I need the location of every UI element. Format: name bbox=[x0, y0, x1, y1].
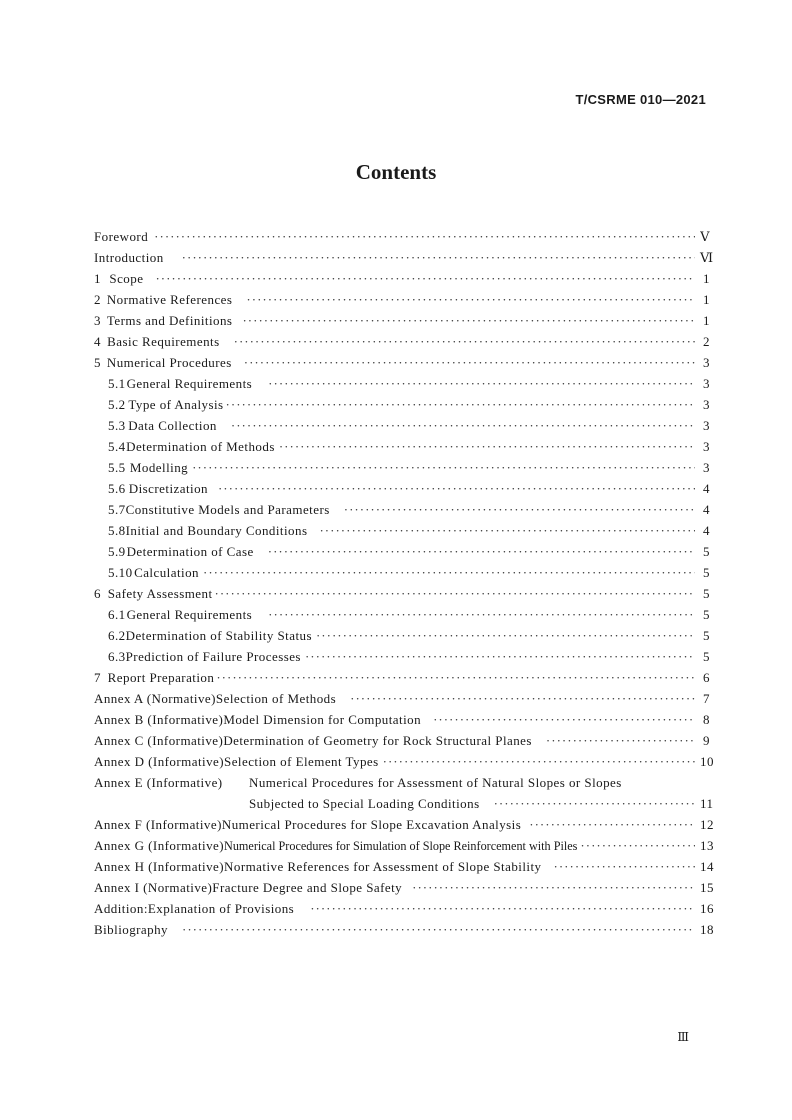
toc-entry-addition[interactable] bbox=[94, 898, 714, 919]
toc-entry-title: Initial and Boundary Conditions bbox=[125, 523, 308, 538]
toc-entry-page: 3 bbox=[703, 355, 710, 370]
toc-entry-annex-e[interactable] bbox=[94, 772, 710, 793]
dot-leader bbox=[182, 247, 695, 268]
page-number: Ⅲ bbox=[677, 1030, 689, 1044]
toc-entry-page: 5 bbox=[703, 649, 710, 664]
toc-entry-title: Normative References bbox=[106, 292, 233, 307]
toc-entry-title: Discretization bbox=[128, 481, 208, 496]
toc-entry-title: Determination of Methods bbox=[126, 439, 275, 454]
dot-leader bbox=[234, 331, 695, 352]
toc-entry-page: 5 bbox=[703, 544, 710, 559]
toc-entry-bibliography[interactable] bbox=[94, 919, 714, 940]
toc-entry-6-2[interactable] bbox=[94, 625, 710, 646]
toc-entry-7[interactable] bbox=[94, 667, 710, 688]
toc-entry-title: Prediction of Failure Processes bbox=[125, 649, 301, 664]
toc-entry-title: Numerical Procedures bbox=[106, 355, 232, 370]
toc-entry-5[interactable] bbox=[94, 352, 710, 373]
toc-entry-page: 2 bbox=[703, 334, 710, 349]
toc-entry-number: 5 bbox=[94, 355, 101, 370]
toc-entry-number: Annex G (Informative) bbox=[94, 838, 225, 853]
toc-entry-page: 4 bbox=[703, 523, 710, 538]
toc-entry-title: Scope bbox=[109, 271, 144, 286]
toc-entry-title: Data Collection bbox=[128, 418, 217, 433]
dot-leader bbox=[246, 289, 695, 310]
dot-leader bbox=[182, 919, 695, 940]
toc-entry-page: 10 bbox=[700, 754, 714, 769]
toc-entry-title: Terms and Definitions bbox=[106, 313, 233, 328]
toc-entry-number: Annex C (Informative) bbox=[94, 733, 224, 748]
toc-entry-title: Modelling bbox=[129, 460, 189, 475]
toc-entry-page: 5 bbox=[703, 607, 710, 622]
toc-entry-page: 14 bbox=[700, 859, 714, 874]
toc-entry-number: 1 bbox=[94, 271, 101, 286]
table-of-contents bbox=[94, 226, 714, 940]
dot-leader bbox=[215, 583, 695, 604]
toc-entry-number: 2 bbox=[94, 292, 101, 307]
document-code: T/CSRME 010—2021 bbox=[575, 92, 706, 107]
toc-entry-6[interactable] bbox=[94, 583, 710, 604]
toc-entry-5-6[interactable] bbox=[94, 478, 710, 499]
dot-leader bbox=[316, 625, 695, 646]
dot-leader bbox=[154, 226, 695, 247]
toc-entry-page: 12 bbox=[700, 817, 714, 832]
toc-entry-number: 7 bbox=[94, 670, 101, 685]
toc-entry-page: 8 bbox=[703, 712, 710, 727]
toc-entry-title: General Requirements bbox=[126, 607, 253, 622]
dot-leader bbox=[350, 688, 695, 709]
toc-entry-page: 1 bbox=[703, 271, 710, 286]
toc-entry-page: Ⅴ bbox=[700, 229, 710, 244]
toc-entry-page: 5 bbox=[703, 586, 710, 601]
dot-leader bbox=[305, 646, 695, 667]
dot-leader bbox=[529, 814, 695, 835]
toc-entry-number: 5.4 bbox=[108, 439, 126, 454]
toc-entry-number: 6.3 bbox=[108, 649, 126, 664]
toc-entry-title: Determination of Geometry for Rock Structural Planes bbox=[223, 733, 532, 748]
toc-entry-annex-h[interactable] bbox=[94, 856, 714, 877]
toc-entry-page: 1 bbox=[703, 292, 710, 307]
toc-entry-5-4[interactable] bbox=[94, 436, 710, 457]
toc-entry-title: Addition:Explanation of Provisions bbox=[94, 901, 295, 916]
toc-entry-page: 5 bbox=[703, 565, 710, 580]
dot-leader bbox=[412, 877, 695, 898]
toc-entry-title: Numerical Procedures for Slope Excavation Analysis bbox=[221, 817, 522, 832]
toc-entry-title: Normative References for Assessment of Slope Stability bbox=[224, 859, 542, 874]
dot-leader bbox=[268, 373, 695, 394]
toc-entry-5-7[interactable] bbox=[94, 499, 710, 520]
toc-entry-number: Annex D (Informative) bbox=[94, 754, 225, 769]
toc-entry-5-9[interactable] bbox=[94, 541, 710, 562]
toc-entry-number: 6.1 bbox=[108, 607, 126, 622]
toc-entry-title: Type of Analysis bbox=[128, 397, 224, 412]
toc-entry-page: 13 bbox=[700, 838, 714, 853]
toc-entry-page: 7 bbox=[703, 691, 710, 706]
toc-entry-title: Bibliography bbox=[94, 922, 169, 937]
toc-entry-annex-g[interactable] bbox=[94, 835, 714, 856]
toc-entry-1[interactable] bbox=[94, 268, 710, 289]
toc-entry-number: Annex I (Normative) bbox=[94, 880, 213, 895]
dot-leader bbox=[344, 499, 695, 520]
toc-entry-page: 5 bbox=[703, 628, 710, 643]
toc-entry-title: Safety Assessment bbox=[107, 586, 213, 601]
toc-entry-number: 6.2 bbox=[108, 628, 126, 643]
dot-leader bbox=[226, 394, 695, 415]
toc-entry-number: 4 bbox=[94, 334, 101, 349]
toc-entry-number: 5.7 bbox=[108, 502, 126, 517]
toc-entry-page: 18 bbox=[700, 922, 714, 937]
toc-entry-title: Model Dimension for Computation bbox=[223, 712, 422, 727]
dot-leader bbox=[216, 667, 695, 688]
toc-entry-page: 9 bbox=[703, 733, 710, 748]
toc-entry-number: 5.5 bbox=[108, 460, 126, 475]
toc-entry-page: 4 bbox=[703, 502, 710, 517]
toc-entry-page: 1 bbox=[703, 313, 710, 328]
toc-entry-page: 16 bbox=[700, 901, 714, 916]
toc-entry-title: Constitutive Models and Parameters bbox=[125, 502, 330, 517]
toc-entry-number: 5.10 bbox=[108, 565, 133, 580]
toc-entry-5-3[interactable] bbox=[94, 415, 710, 436]
toc-entry-annex-a[interactable] bbox=[94, 688, 710, 709]
toc-entry-6-3[interactable] bbox=[94, 646, 710, 667]
toc-entry-number: Annex A (Normative) bbox=[94, 691, 216, 706]
toc-entry-title: Numerical Procedures for Simulation of Slope Reinforcement with Piles bbox=[224, 839, 578, 853]
toc-entry-title: Introduction bbox=[94, 250, 164, 265]
toc-entry-number: 5.3 bbox=[108, 418, 126, 433]
toc-entry-title: Calculation bbox=[134, 565, 199, 580]
toc-entry-number: 5.1 bbox=[108, 376, 126, 391]
dot-leader bbox=[242, 310, 695, 331]
toc-entry-title: Numerical Procedures for Assessment of Natural Slopes or Slopes bbox=[249, 775, 622, 790]
toc-entry-title: Selection of Element Types bbox=[224, 754, 379, 769]
toc-entry-page: 3 bbox=[703, 439, 710, 454]
toc-entry-number: Annex B (Informative) bbox=[94, 712, 224, 727]
toc-entry-foreword[interactable] bbox=[94, 226, 710, 247]
toc-entry-title: Fracture Degree and Slope Safety bbox=[212, 880, 403, 895]
toc-entry-4[interactable] bbox=[94, 331, 710, 352]
dot-leader bbox=[231, 415, 695, 436]
toc-entry-annex-f[interactable] bbox=[94, 814, 714, 835]
dot-leader bbox=[268, 604, 695, 625]
dot-leader bbox=[383, 751, 695, 772]
toc-entry-introduction[interactable] bbox=[94, 247, 714, 268]
toc-entry-number: 6 bbox=[94, 586, 101, 601]
dot-leader bbox=[319, 520, 695, 541]
toc-entry-number: 5.8 bbox=[108, 523, 126, 538]
toc-entry-title-continued: Subjected to Special Loading Conditions bbox=[249, 796, 480, 811]
toc-entry-title: Determination of Stability Status bbox=[125, 628, 312, 643]
toc-entry-number: 5.6 bbox=[108, 481, 126, 496]
toc-entry-page: 15 bbox=[700, 880, 714, 895]
toc-entry-annex-e-continued[interactable] bbox=[94, 793, 714, 814]
toc-entry-5-5[interactable] bbox=[94, 457, 710, 478]
toc-entry-number: 5.9 bbox=[108, 544, 126, 559]
toc-entry-annex-d[interactable] bbox=[94, 751, 714, 772]
toc-entry-annex-i[interactable] bbox=[94, 877, 714, 898]
toc-entry-6-1[interactable] bbox=[94, 604, 710, 625]
toc-entry-page: Ⅵ bbox=[700, 250, 714, 265]
dot-leader bbox=[203, 562, 695, 583]
page-title: Contents bbox=[355, 160, 437, 184]
toc-entry-3[interactable] bbox=[94, 310, 710, 331]
toc-entry-annex-b[interactable] bbox=[94, 709, 710, 730]
toc-entry-title: Foreword bbox=[94, 229, 149, 244]
dot-leader bbox=[218, 478, 695, 499]
dot-leader bbox=[192, 457, 695, 478]
dot-leader bbox=[433, 709, 695, 730]
dot-leader bbox=[155, 268, 695, 289]
toc-entry-title: Report Preparation bbox=[107, 670, 215, 685]
toc-entry-number: 3 bbox=[94, 313, 101, 328]
dot-leader bbox=[244, 352, 695, 373]
toc-entry-2[interactable] bbox=[94, 289, 710, 310]
toc-entry-title: Determination of Case bbox=[126, 544, 254, 559]
dot-leader bbox=[554, 856, 696, 877]
toc-entry-5-2[interactable] bbox=[94, 394, 710, 415]
toc-entry-page: 11 bbox=[700, 796, 714, 811]
toc-entry-5-8[interactable] bbox=[94, 520, 710, 541]
dot-leader bbox=[279, 436, 695, 457]
dot-leader bbox=[546, 730, 695, 751]
toc-entry-title: Selection of Methods bbox=[215, 691, 337, 706]
toc-entry-page: 3 bbox=[703, 376, 710, 391]
toc-entry-5-10[interactable] bbox=[94, 562, 710, 583]
toc-entry-page: 4 bbox=[703, 481, 710, 496]
toc-entry-page: 3 bbox=[703, 418, 710, 433]
toc-entry-number: 5.2 bbox=[108, 397, 126, 412]
toc-entry-page: 3 bbox=[703, 397, 710, 412]
toc-entry-number: Annex E (Informative) bbox=[94, 775, 223, 790]
toc-entry-5-1[interactable] bbox=[94, 373, 710, 394]
dot-leader bbox=[580, 835, 695, 856]
dot-leader bbox=[268, 541, 695, 562]
toc-entry-annex-c[interactable] bbox=[94, 730, 710, 751]
toc-entry-number: Annex H (Informative) bbox=[94, 859, 225, 874]
dot-leader bbox=[310, 898, 695, 919]
toc-entry-number: Annex F (Informative) bbox=[94, 817, 222, 832]
toc-entry-page: 6 bbox=[703, 670, 710, 685]
toc-entry-title: Basic Requirements bbox=[107, 334, 220, 349]
toc-entry-title: General Requirements bbox=[126, 376, 253, 391]
dot-leader bbox=[494, 793, 695, 814]
toc-entry-page: 3 bbox=[703, 460, 710, 475]
